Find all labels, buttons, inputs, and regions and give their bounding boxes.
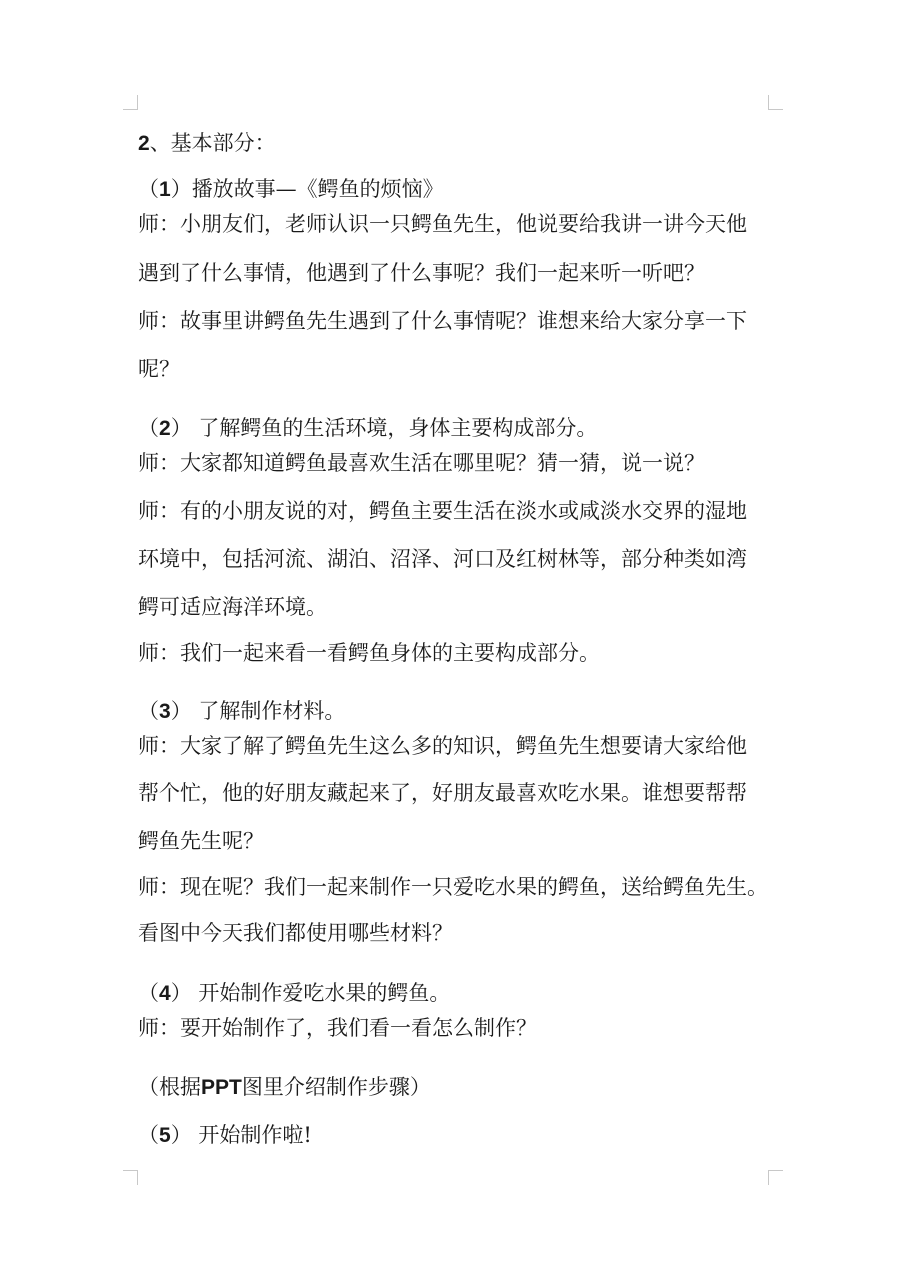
ppt-note-prefix: （根据 [138,1075,201,1099]
subsection-title-text-5: 开始制作啦! [198,1123,312,1147]
heading-number: 2 [138,132,150,155]
subsection-number-4: 4 [159,982,171,1005]
subsection-title-5: （5） 开始制作啦! [138,1123,312,1147]
page-corner-mark-top-right [768,95,783,110]
paragraph-line: 师：现在呢？我们一起来制作一只爱吃水果的鳄鱼，送给鳄鱼先生。 [138,875,768,899]
paragraph-line: 环境中，包括河流、湖泊、沼泽、河口及红树林等，部分种类如湾 [138,547,747,571]
subsection-title-text-2: 了解鳄鱼的生活环境，身体主要构成部分。 [198,416,598,440]
subsection-title-2: （2） 了解鳄鱼的生活环境，身体主要构成部分。 [138,416,598,440]
paragraph-line: 看图中今天我们都使用哪些材料？ [138,921,453,945]
paragraph-line: 师：要开始制作了，我们看一看怎么制作？ [138,1016,537,1040]
ppt-note-suffix: 图里介绍制作步骤） [241,1075,431,1099]
subsection-number-1: 1 [159,178,171,201]
page-corner-mark-bottom-right [768,1170,783,1185]
page-corner-mark-top-left [123,95,138,110]
subsection-number-5: 5 [159,1124,171,1147]
paragraph-line: 师：小朋友们，老师认识一只鳄鱼先生，他说要给我讲一讲今天他 [138,212,747,236]
paragraph-line: 帮个忙，他的好朋友藏起来了，好朋友最喜欢吃水果。谁想要帮帮 [138,781,747,805]
subsection-title-4: （4） 开始制作爱吃水果的鳄鱼。 [138,981,451,1005]
paragraph-line: 师：故事里讲鳄鱼先生遇到了什么事情呢？谁想来给大家分享一下 [138,309,747,333]
page-corner-mark-bottom-left [123,1170,138,1185]
paragraph-line: 师：大家了解了鳄鱼先生这么多的知识，鳄鱼先生想要请大家给他 [138,734,747,758]
paragraph-line: 师：有的小朋友说的对，鳄鱼主要生活在淡水或咸淡水交界的湿地 [138,499,747,523]
ppt-note-ppt: PPT [201,1076,242,1099]
section-heading [138,128,276,158]
paragraph-line: 师：我们一起来看一看鳄鱼身体的主要构成部分。 [138,641,600,665]
paragraph-line: 呢？ [138,357,180,381]
paragraph-line: 遇到了什么事情，他遇到了什么事呢？我们一起来听一听吧？ [138,261,705,285]
subsection-number-3: 3 [159,700,171,723]
subsection-title-3: （3） 了解制作材料。 [138,699,346,723]
paragraph-line: 鳄可适应海洋环境。 [138,595,327,619]
subsection-title-text-1: 播放故事—《鳄鱼的烦恼》 [191,177,444,201]
paragraph-line: 鳄鱼先生呢？ [138,829,264,853]
heading-text: 、基本部分： [149,131,276,155]
paragraph-line: 师：大家都知道鳄鱼最喜欢生活在哪里呢？猜一猜，说一说？ [138,451,705,475]
subsection-title-1: （1）播放故事—《鳄鱼的烦恼》 [138,177,444,201]
subsection-title-text-4: 开始制作爱吃水果的鳄鱼。 [198,981,451,1005]
subsection-title-text-3: 了解制作材料。 [198,699,346,723]
ppt-note [138,1072,431,1102]
subsection-number-2: 2 [159,417,171,440]
